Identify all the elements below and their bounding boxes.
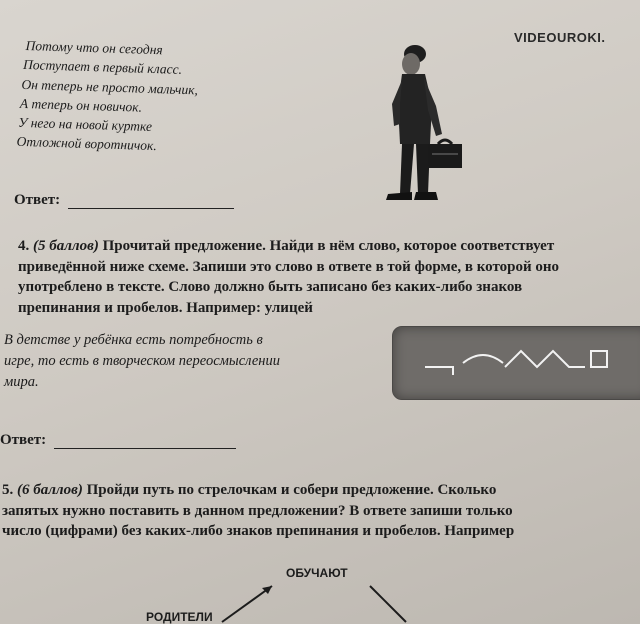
sentence-line: В детстве у ребёнка есть потребность в [4,332,263,348]
schoolboy-illustration [380,44,490,204]
poem-line: Он теперь не просто мальчик, [21,76,199,98]
task-line: число (цифрами) без каких-либо знаков препинания и пробелов. Например [2,523,515,539]
sentence-line: игре, то есть в творческом переосмыслении [4,353,280,369]
poem-line: А теперь он новичок. [19,95,143,115]
diagram-word-left: РОДИТЕЛИ [146,610,213,624]
answer-line-3 [14,186,234,209]
poem-line: Отложной воротничок. [16,134,157,154]
task-points: (5 баллов) [33,238,99,254]
poem [16,36,199,157]
word-scheme [392,326,640,400]
arrow-up-right-icon [222,586,272,622]
task-line: приведённой ниже схеме. Запиши это слово в ответе в той форме, в которой оно [18,258,559,275]
path-arrows [200,578,440,624]
answer-field[interactable] [54,428,236,449]
answer-field[interactable] [68,186,234,209]
task-points: (6 баллов) [17,482,83,498]
watermark-logo: VIDEOUROKI. [514,30,606,45]
task-line: Прочитай предложение. Найди в нём слово, которое соответствует [102,238,555,254]
diagram-word-top: ОБУЧАЮТ [286,566,348,580]
answer-label: Ответ: [14,192,61,208]
arrow-down-right-icon [370,586,406,622]
answer-line-4 [0,428,236,449]
poem-line: Поступает в первый класс. [22,57,183,78]
answer-label: Ответ: [0,432,47,448]
poem-line: Потому что он сегодня [25,37,163,58]
task-4-sentence [4,330,280,393]
task-line: употреблено в тексте. Слово должно быть записано без каких-либо знаков [18,279,523,295]
sentence-line: мира. [4,374,39,390]
morpheme-scheme-icon [393,327,640,399]
task-number: 5. [2,482,14,498]
task-line: препинания и пробелов. Например: улицей [18,299,313,316]
task-line: Пройди путь по стрелочкам и собери предложение. Сколько [86,482,497,498]
task-number: 4. [18,238,30,254]
task-line: запятых нужно поставить в данном предложении? В ответе запиши только [2,502,513,519]
task-4-text [18,236,559,318]
poem-line: У него на новой куртке [18,114,153,135]
task-5-text [2,480,514,542]
